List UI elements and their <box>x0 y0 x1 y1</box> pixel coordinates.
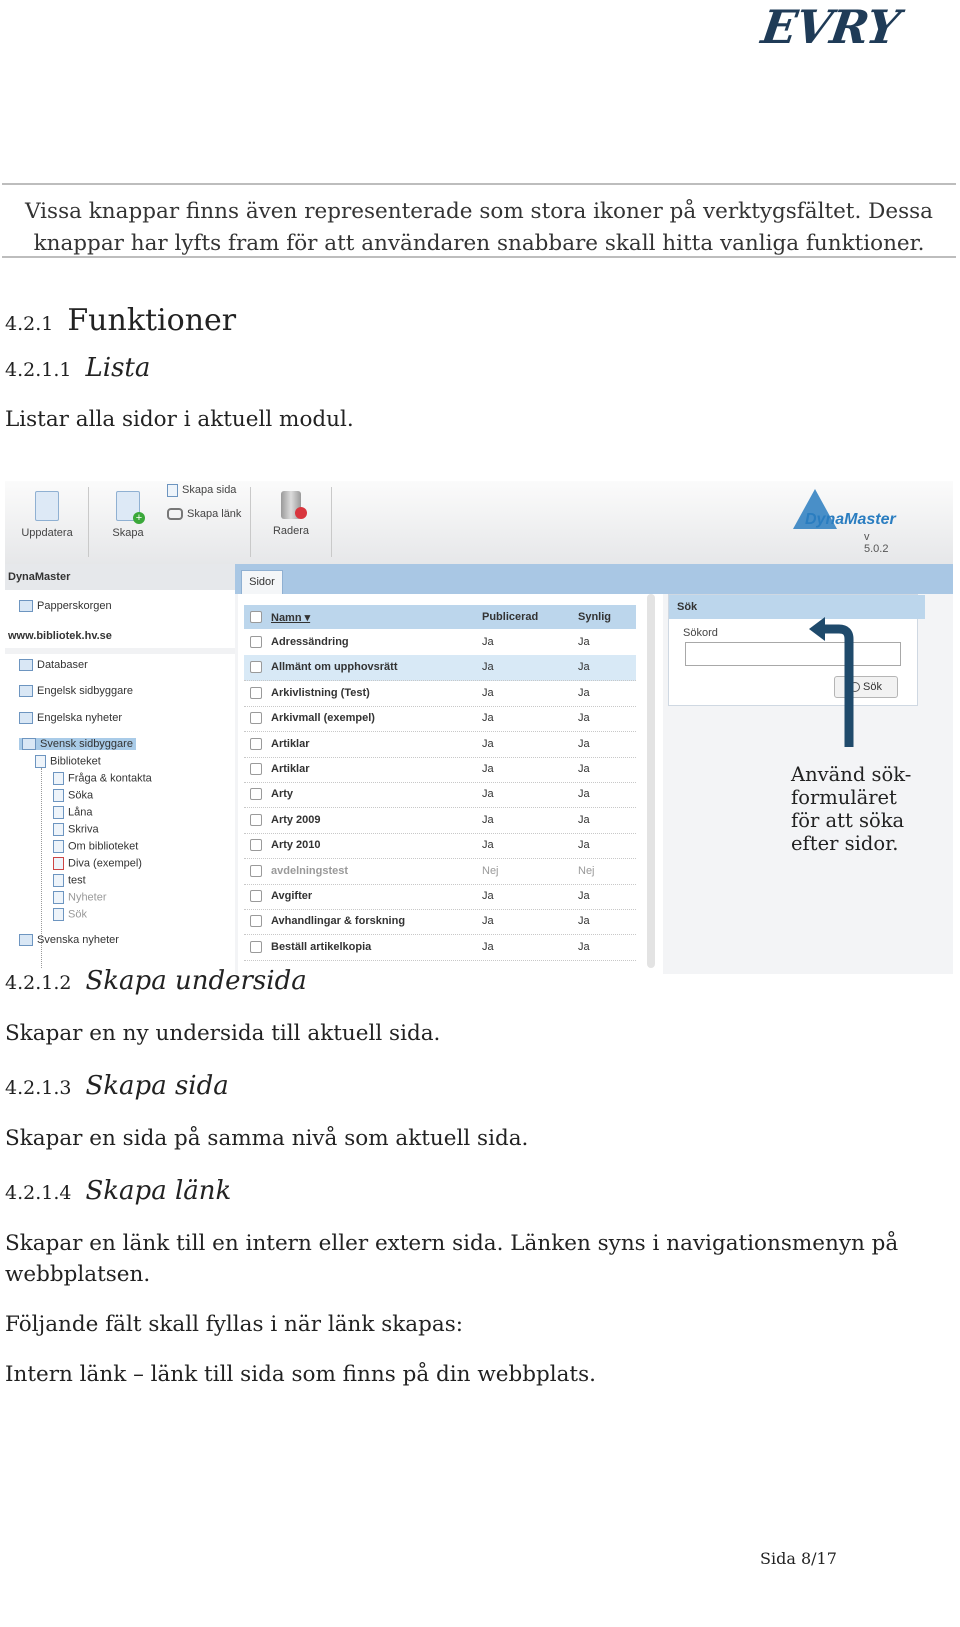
toolbar-separator <box>331 487 332 557</box>
callout-text: Använd sök-formuläret för att söka efter sidor. <box>791 763 912 855</box>
tree-item-biblioteket[interactable] <box>35 755 101 768</box>
tree-label: Om biblioteket <box>68 840 139 853</box>
cell-visible: Ja <box>578 636 590 648</box>
table-row[interactable] <box>244 808 636 834</box>
col-name[interactable]: Namn ▾ <box>271 612 311 624</box>
page-icon <box>53 823 64 836</box>
heading-number: 4.2.1.1 <box>5 359 72 381</box>
cell-name[interactable]: Arty 2009 <box>271 813 321 826</box>
heading-funktioner <box>5 303 236 338</box>
search-header: Sök <box>669 595 925 619</box>
row-checkbox[interactable] <box>250 814 262 826</box>
skapa-lank-button[interactable] <box>167 499 241 529</box>
document-add-icon: + <box>116 491 140 521</box>
cell-name[interactable]: Artiklar <box>271 763 310 775</box>
folder-icon <box>19 685 33 697</box>
cell-visible: Ja <box>578 737 590 750</box>
cell-name[interactable]: avdelningstest <box>271 864 349 877</box>
intro-text: Vissa knappar finns även representerade som stora ikoner på verktygsfältet. Dessa knappar har lyfts fram för att användaren snabbare skall hitta vanliga funktioner. <box>25 199 933 256</box>
tree-label: Nyheter <box>68 891 107 904</box>
tree-item-engelsk-sidbyggare[interactable] <box>19 685 133 697</box>
tree-label: Sök <box>68 908 87 921</box>
tree-item-papperskorgen[interactable] <box>19 600 112 612</box>
heading-title: Skapa undersida <box>85 966 307 996</box>
skapa-button[interactable] <box>100 491 156 539</box>
tree-divider <box>5 648 235 654</box>
heading-lista <box>5 353 150 383</box>
tree-label: Biblioteket <box>50 755 101 768</box>
cell-published: Ja <box>482 661 494 674</box>
heading-number: 4.2.1.4 <box>5 1182 72 1204</box>
tree-label: Databaser <box>37 659 88 671</box>
search-button-label: Sök <box>863 681 882 693</box>
cell-name[interactable]: Arkivlistning (Test) <box>271 686 370 699</box>
callout-arrow-icon <box>805 617 865 749</box>
cell-published: Ja <box>482 686 494 699</box>
cell-visible: Ja <box>578 712 590 725</box>
lista-text: Listar alla sidor i aktuell modul. <box>5 407 354 432</box>
evry-logo: EVRY <box>758 0 903 54</box>
page-red-icon <box>53 857 64 870</box>
select-all-checkbox[interactable] <box>250 611 262 623</box>
table-row[interactable] <box>244 732 636 758</box>
tree-child[interactable] <box>53 823 99 836</box>
tree-item-svensk-sidbyggare[interactable] <box>19 738 136 750</box>
trash-icon <box>281 491 301 519</box>
uppdatera-label: Uppdatera <box>21 527 73 539</box>
cell-visible: Ja <box>578 763 590 775</box>
tree-site: www.bibliotek.hv.se <box>8 630 112 642</box>
col-published[interactable]: Publicerad <box>482 611 539 623</box>
bottom-rule <box>2 256 956 258</box>
table-row[interactable] <box>244 884 636 910</box>
cell-published: Ja <box>482 788 494 801</box>
tree-label: Engelska nyheter <box>37 712 122 724</box>
cell-visible: Ja <box>578 813 590 826</box>
table-header <box>244 605 636 629</box>
row-checkbox[interactable] <box>250 915 262 927</box>
cell-visible: Nej <box>578 864 595 877</box>
table-row[interactable] <box>244 655 636 681</box>
heading-title: Funktioner <box>67 303 237 338</box>
cell-published: Ja <box>482 712 494 725</box>
row-checkbox[interactable] <box>250 788 262 800</box>
cell-name[interactable]: Avgifter <box>271 890 313 902</box>
uppdatera-button[interactable] <box>19 491 75 539</box>
table-row[interactable] <box>244 859 636 885</box>
radera-button[interactable] <box>263 491 319 537</box>
cell-published: Ja <box>482 636 494 648</box>
row-checkbox[interactable] <box>250 941 262 953</box>
intern-lank-text: Intern länk – länk till sida som finns på din webbplats. <box>5 1362 596 1387</box>
tree-item-engelska-nyheter[interactable] <box>19 712 122 724</box>
page-add-icon <box>167 484 178 497</box>
tree-label: Svenska nyheter <box>37 934 119 946</box>
row-checkbox[interactable] <box>250 661 262 673</box>
cell-published: Ja <box>482 915 494 928</box>
tree-child[interactable] <box>53 789 93 802</box>
toolbar-separator <box>88 487 89 557</box>
tree-child[interactable] <box>53 806 92 819</box>
heading-skapa-undersida <box>5 966 307 996</box>
cell-name[interactable]: Adressändring <box>271 636 349 648</box>
cell-published: Ja <box>482 763 494 775</box>
cell-visible: Ja <box>578 839 590 852</box>
document-icon <box>35 491 59 521</box>
row-checkbox[interactable] <box>250 839 262 851</box>
cell-visible: Ja <box>578 788 590 801</box>
tree-child[interactable] <box>53 891 107 904</box>
top-rule <box>2 183 956 185</box>
page-icon <box>35 755 46 768</box>
cell-name[interactable]: Artiklar <box>271 737 310 750</box>
search-input[interactable] <box>685 642 901 666</box>
tree-label: Engelsk sidbyggare <box>37 685 134 697</box>
table-row[interactable] <box>244 833 636 859</box>
cell-name[interactable]: Allmänt om upphovsrätt <box>271 661 398 674</box>
cell-published: Ja <box>482 813 494 826</box>
heading-title: Skapa länk <box>85 1176 232 1206</box>
radera-label: Radera <box>272 525 310 537</box>
tree-label: Svensk sidbyggare <box>40 738 133 750</box>
page-icon <box>53 891 64 904</box>
scrollbar[interactable] <box>647 594 655 968</box>
cell-name[interactable]: Arty <box>271 788 294 801</box>
cell-published: Ja <box>482 737 494 750</box>
toolbar-separator <box>250 487 251 557</box>
skapa-undersida-text: Skapar en ny undersida till aktuell sida. <box>5 1021 441 1046</box>
tree-header: DynaMaster <box>5 564 238 590</box>
folder-icon <box>19 659 33 671</box>
search-label: Sökord <box>683 627 718 639</box>
heading-number: 4.2.1 <box>5 313 54 335</box>
table-row[interactable] <box>244 706 636 732</box>
row-checkbox[interactable] <box>250 763 262 775</box>
row-checkbox[interactable] <box>250 738 262 750</box>
page-icon <box>53 840 64 853</box>
tree-child[interactable] <box>53 840 138 853</box>
cell-name[interactable]: Arty 2010 <box>271 839 321 852</box>
tree-label: Låna <box>68 806 93 819</box>
table-row[interactable] <box>244 757 636 783</box>
row-checkbox[interactable] <box>250 636 262 648</box>
trash-folder-icon <box>19 600 33 612</box>
toolbar <box>5 481 953 564</box>
row-checkbox[interactable] <box>250 687 262 699</box>
row-checkbox[interactable] <box>250 712 262 724</box>
tree-label: Papperskorgen <box>37 600 112 612</box>
heading-number: 4.2.1.3 <box>5 1077 72 1099</box>
row-checkbox[interactable] <box>250 865 262 877</box>
table-row[interactable] <box>244 935 636 961</box>
search-panel <box>668 594 918 706</box>
skapa-lank-label: Skapa länk <box>187 508 242 520</box>
cell-visible: Ja <box>578 940 590 953</box>
tree-label: Skriva <box>68 823 99 836</box>
col-visible[interactable]: Synlig <box>578 611 612 623</box>
page-icon <box>53 874 64 887</box>
cell-published: Ja <box>482 839 494 852</box>
folder-icon <box>19 934 33 946</box>
page-icon <box>53 772 64 785</box>
tree-label: Söka <box>68 789 94 802</box>
cell-published: Ja <box>482 940 494 953</box>
heading-skapa-lank <box>5 1176 231 1206</box>
page-icon <box>53 908 64 921</box>
folder-icon <box>19 712 33 724</box>
tree-child[interactable] <box>53 772 152 785</box>
skapa-label: Skapa <box>112 527 144 539</box>
tree-item-databaser[interactable] <box>19 659 88 671</box>
tree-label: Diva (exempel) <box>68 857 142 870</box>
heading-title: Skapa sida <box>85 1071 229 1101</box>
table-row[interactable] <box>244 630 636 656</box>
tree-child[interactable] <box>53 857 142 870</box>
version-label: v 5.0.2 <box>864 531 889 555</box>
cell-visible: Ja <box>578 890 590 902</box>
cell-name[interactable]: Avhandlingar & forskning <box>271 915 406 928</box>
cell-visible: Ja <box>578 915 590 928</box>
tab-sidor[interactable]: Sidor <box>241 570 283 595</box>
tree-child[interactable] <box>53 908 87 921</box>
tab-strip <box>235 564 953 594</box>
cell-visible: Ja <box>578 661 590 674</box>
page-icon <box>53 789 64 802</box>
cell-visible: Ja <box>578 686 590 699</box>
brand-label: DynaMaster <box>805 511 896 528</box>
skapa-sida-text: Skapar en sida på samma nivå som aktuell sida. <box>5 1126 529 1151</box>
folder-icon <box>22 738 36 750</box>
table-row[interactable] <box>244 782 636 808</box>
tree-child[interactable] <box>53 874 86 887</box>
heading-title: Lista <box>85 353 151 383</box>
heading-skapa-sida <box>5 1071 229 1101</box>
table-row[interactable] <box>244 909 636 935</box>
skapa-lank-text: Skapar en länk till en intern eller extern sida. Länken syns i navigationsmenyn på webbplatsen. <box>5 1231 899 1287</box>
cell-published: Nej <box>482 864 499 877</box>
row-checkbox[interactable] <box>250 890 262 902</box>
tree-item-svenska-nyheter[interactable] <box>19 934 119 946</box>
page-number: Sida 8/17 <box>760 1549 837 1568</box>
page-list <box>238 594 663 974</box>
site-tree <box>5 564 235 974</box>
tree-label: Fråga & kontakta <box>68 772 152 785</box>
skapa-sida-label: Skapa sida <box>182 484 237 496</box>
link-icon <box>167 508 183 520</box>
cell-published: Ja <box>482 890 494 902</box>
heading-number: 4.2.1.2 <box>5 972 72 994</box>
page-icon <box>53 806 64 819</box>
cell-name[interactable]: Arkivmall (exempel) <box>271 712 375 725</box>
cell-name[interactable]: Beställ artikelkopia <box>271 940 372 953</box>
tree-label: test <box>68 874 86 887</box>
fields-intro: Följande fält skall fyllas i när länk skapas: <box>5 1312 463 1337</box>
table-row[interactable] <box>244 681 636 707</box>
